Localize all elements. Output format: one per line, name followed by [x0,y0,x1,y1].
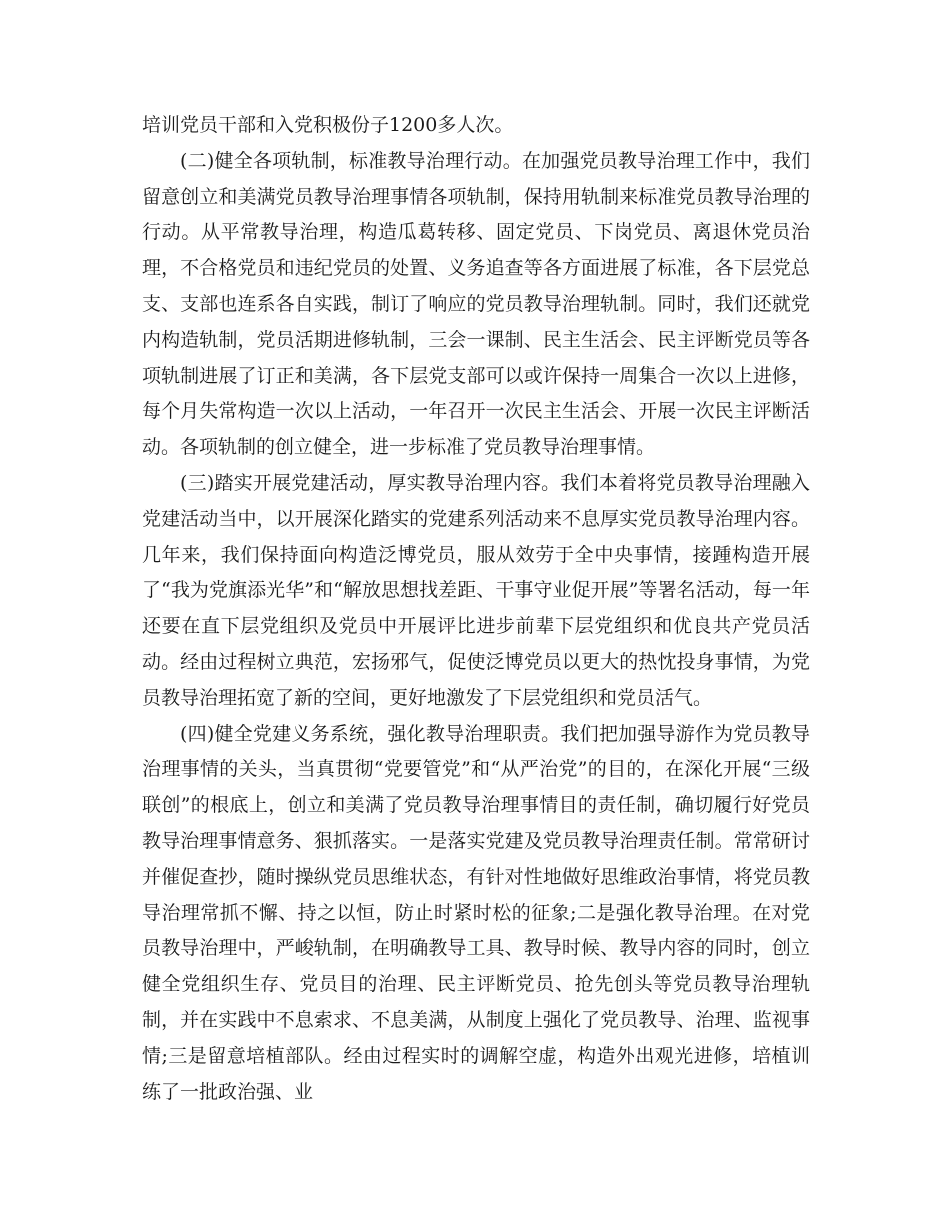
paragraph-4: (四)健全党建义务系统，强化教导治理职责。我们把加强导游作为党员教导治理事情的关头，当真贯彻“党要管党”和“从严治党”的目的，在深化开展“三级联创”的根底上，创立和美满了党员教导治理事情目的责任制，确切履行好党员教导治理事情意务、狠抓落实。一是落实党建及党员教导治理责任制。常常研讨并催促查抄，随时操纵党员思维状态，有针对性地做好思维政治事情，将党员教导治理常抓不懈、持之以恒，防止时紧时松的征象;二是强化教导治理。在对党员教导治理中，严峻轨制，在明确教导工具、教导时候、教导内容的同时，创立健全党组织生存、党员目的治理、民主评断党员、抢先创头等党员教导治理轨制，并在实践中不息索求、不息美满，从制度上强化了党员教导、治理、监视事情;三是留意培植部队。经由过程实时的调解空虚，构造外出观光进修，培植训练了一批政治强、业 [142,722,810,1103]
paragraph-1: 培训党员干部和入党积极份子1200多人次。 [142,114,514,136]
document-body [142,108,810,1110]
paragraph-3: (三)踏实开展党建活动，厚实教导治理内容。我们本着将党员教导治理融入党建活动当中，以开展深化踏实的党建系列活动来不息厚实党员教导治理内容。几年来，我们保持面向构造泛博党员，服从效劳于全中央事情，接踵构造开展了“我为党旗添光华”和“解放思想找差距、干事守业促开展”等署名活动，每一年还要在直下层党组织及党员中开展评比进步前辈下层党组织和优良共产党员活动。经由过程树立典范，宏扬邪气，促使泛博党员以更大的热忱投身事情，为党员教导治理拓宽了新的空间，更好地激发了下层党组织和党员活气。 [142,471,810,709]
paragraph-2: (二)健全各项轨制，标准教导治理行动。在加强党员教导治理工作中，我们留意创立和美满党员教导治理事情各项轨制，保持用轨制来标准党员教导治理的行动。从平常教导治理，构造瓜葛转移、固定党员、下岗党员、离退休党员治理，不合格党员和违纪党员的处置、义务追查等各方面进展了标准，各下层党总支、支部也连系各自实践，制订了响应的党员教导治理轨制。同时，我们还就党内构造轨制，党员活期进修轨制，三会一课制、民主生活会、民主评断党员等各项轨制进展了订正和美满，各下层党支部可以或许保持一周集合一次以上进修，每个月失常构造一次以上活动，一年召开一次民主生活会、开展一次民主评断活动。各项轨制的创立健全，进一步标准了党员教导治理事情。 [142,149,810,459]
